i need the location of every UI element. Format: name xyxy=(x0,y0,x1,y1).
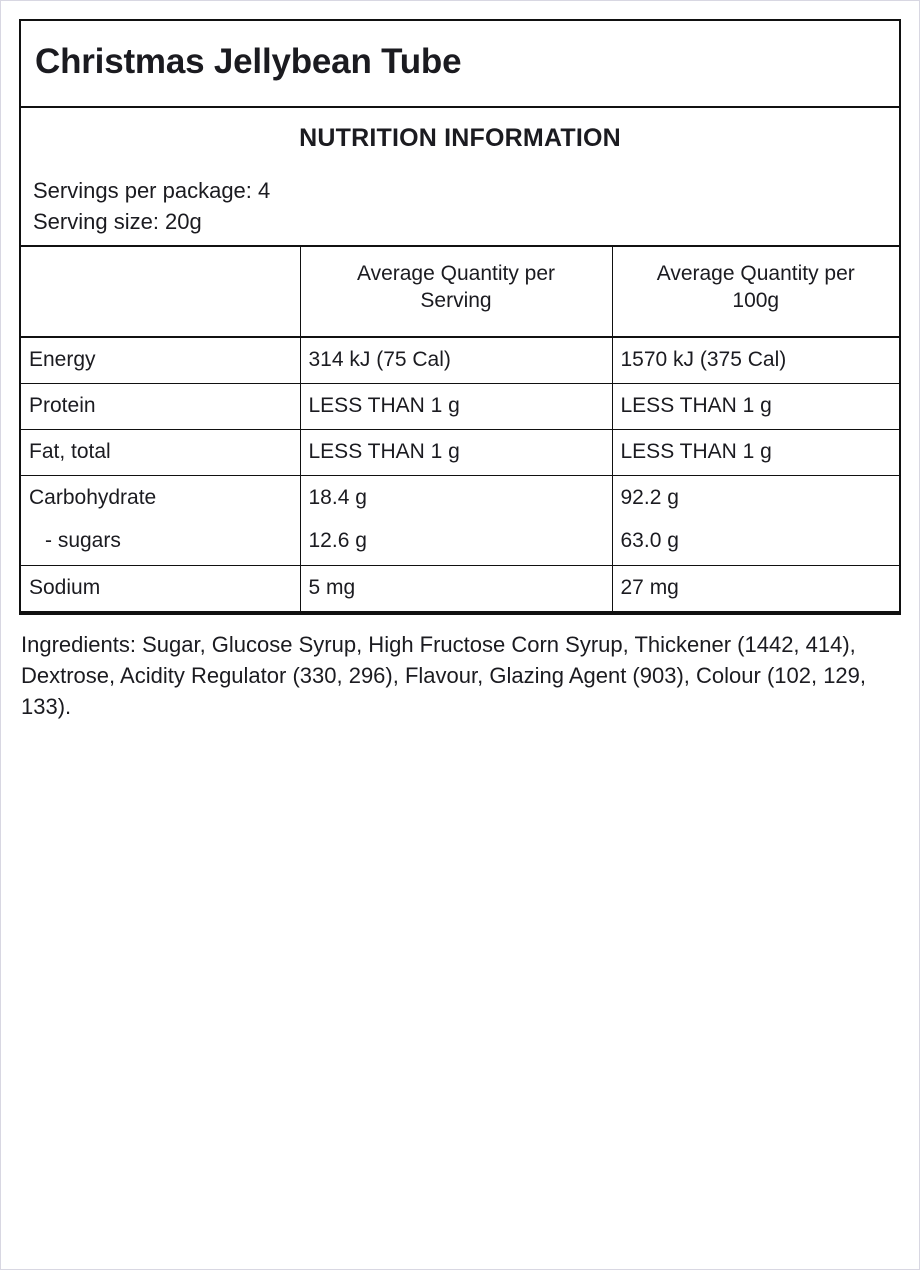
nutrition-info-band xyxy=(21,108,899,245)
table-header-row xyxy=(21,246,899,337)
value-per-100g: LESS THAN 1 g xyxy=(612,429,899,475)
value-per-100g-sub: 63.0 g xyxy=(620,529,679,553)
nutrition-label-box xyxy=(19,19,901,615)
value-per-serving xyxy=(300,475,612,565)
nutrient-name: Fat, total xyxy=(21,429,300,475)
value-per-100g: 27 mg xyxy=(612,565,899,612)
ingredients-text: Ingredients: Sugar, Glucose Syrup, High Fructose Corn Syrup, Thickener (1442, 414), Dextrose, Acidity Regulator (330, 296), Flavour, Glazing Agent (903), Colour (102, 129, 133). xyxy=(21,631,867,720)
value-per-serving: LESS THAN 1 g xyxy=(300,429,612,475)
nutrient-name: Protein xyxy=(21,383,300,429)
column-header-per-serving: Average Quantity per Serving xyxy=(300,246,612,337)
table-row xyxy=(21,337,899,384)
column-header-per-100g: Average Quantity per 100g xyxy=(612,246,899,337)
nutrient-name-sub: - sugars xyxy=(45,529,121,553)
value-per-serving: 314 kJ (75 Cal) xyxy=(300,337,612,384)
nutrition-table-header xyxy=(21,246,899,337)
table-row xyxy=(21,565,899,612)
value-per-100g: 1570 kJ (375 Cal) xyxy=(612,337,899,384)
nutrient-name: Energy xyxy=(21,337,300,384)
table-row xyxy=(21,475,899,565)
value-per-100g: LESS THAN 1 g xyxy=(612,383,899,429)
nutrient-name: Sodium xyxy=(21,565,300,612)
table-row xyxy=(21,429,899,475)
nutrition-table xyxy=(21,245,899,613)
nutrition-table-body xyxy=(21,337,899,612)
nutrient-name xyxy=(21,475,300,565)
table-row xyxy=(21,383,899,429)
value-per-serving-main: 18.4 g xyxy=(308,485,367,509)
value-per-100g xyxy=(612,475,899,565)
column-header-nutrient xyxy=(21,246,300,337)
nutrition-information-heading: NUTRITION INFORMATION xyxy=(299,123,621,152)
page-title: Christmas Jellybean Tube xyxy=(35,42,462,81)
value-per-serving: 5 mg xyxy=(300,565,612,612)
serving-size: Serving size: 20g xyxy=(33,208,202,234)
value-per-100g-main: 92.2 g xyxy=(620,485,679,509)
value-per-serving-sub: 12.6 g xyxy=(308,529,367,553)
title-band xyxy=(21,21,899,108)
servings-per-package: Servings per package: 4 xyxy=(33,177,271,203)
nutrient-name-main: Carbohydrate xyxy=(29,485,157,509)
value-per-serving: LESS THAN 1 g xyxy=(300,383,612,429)
